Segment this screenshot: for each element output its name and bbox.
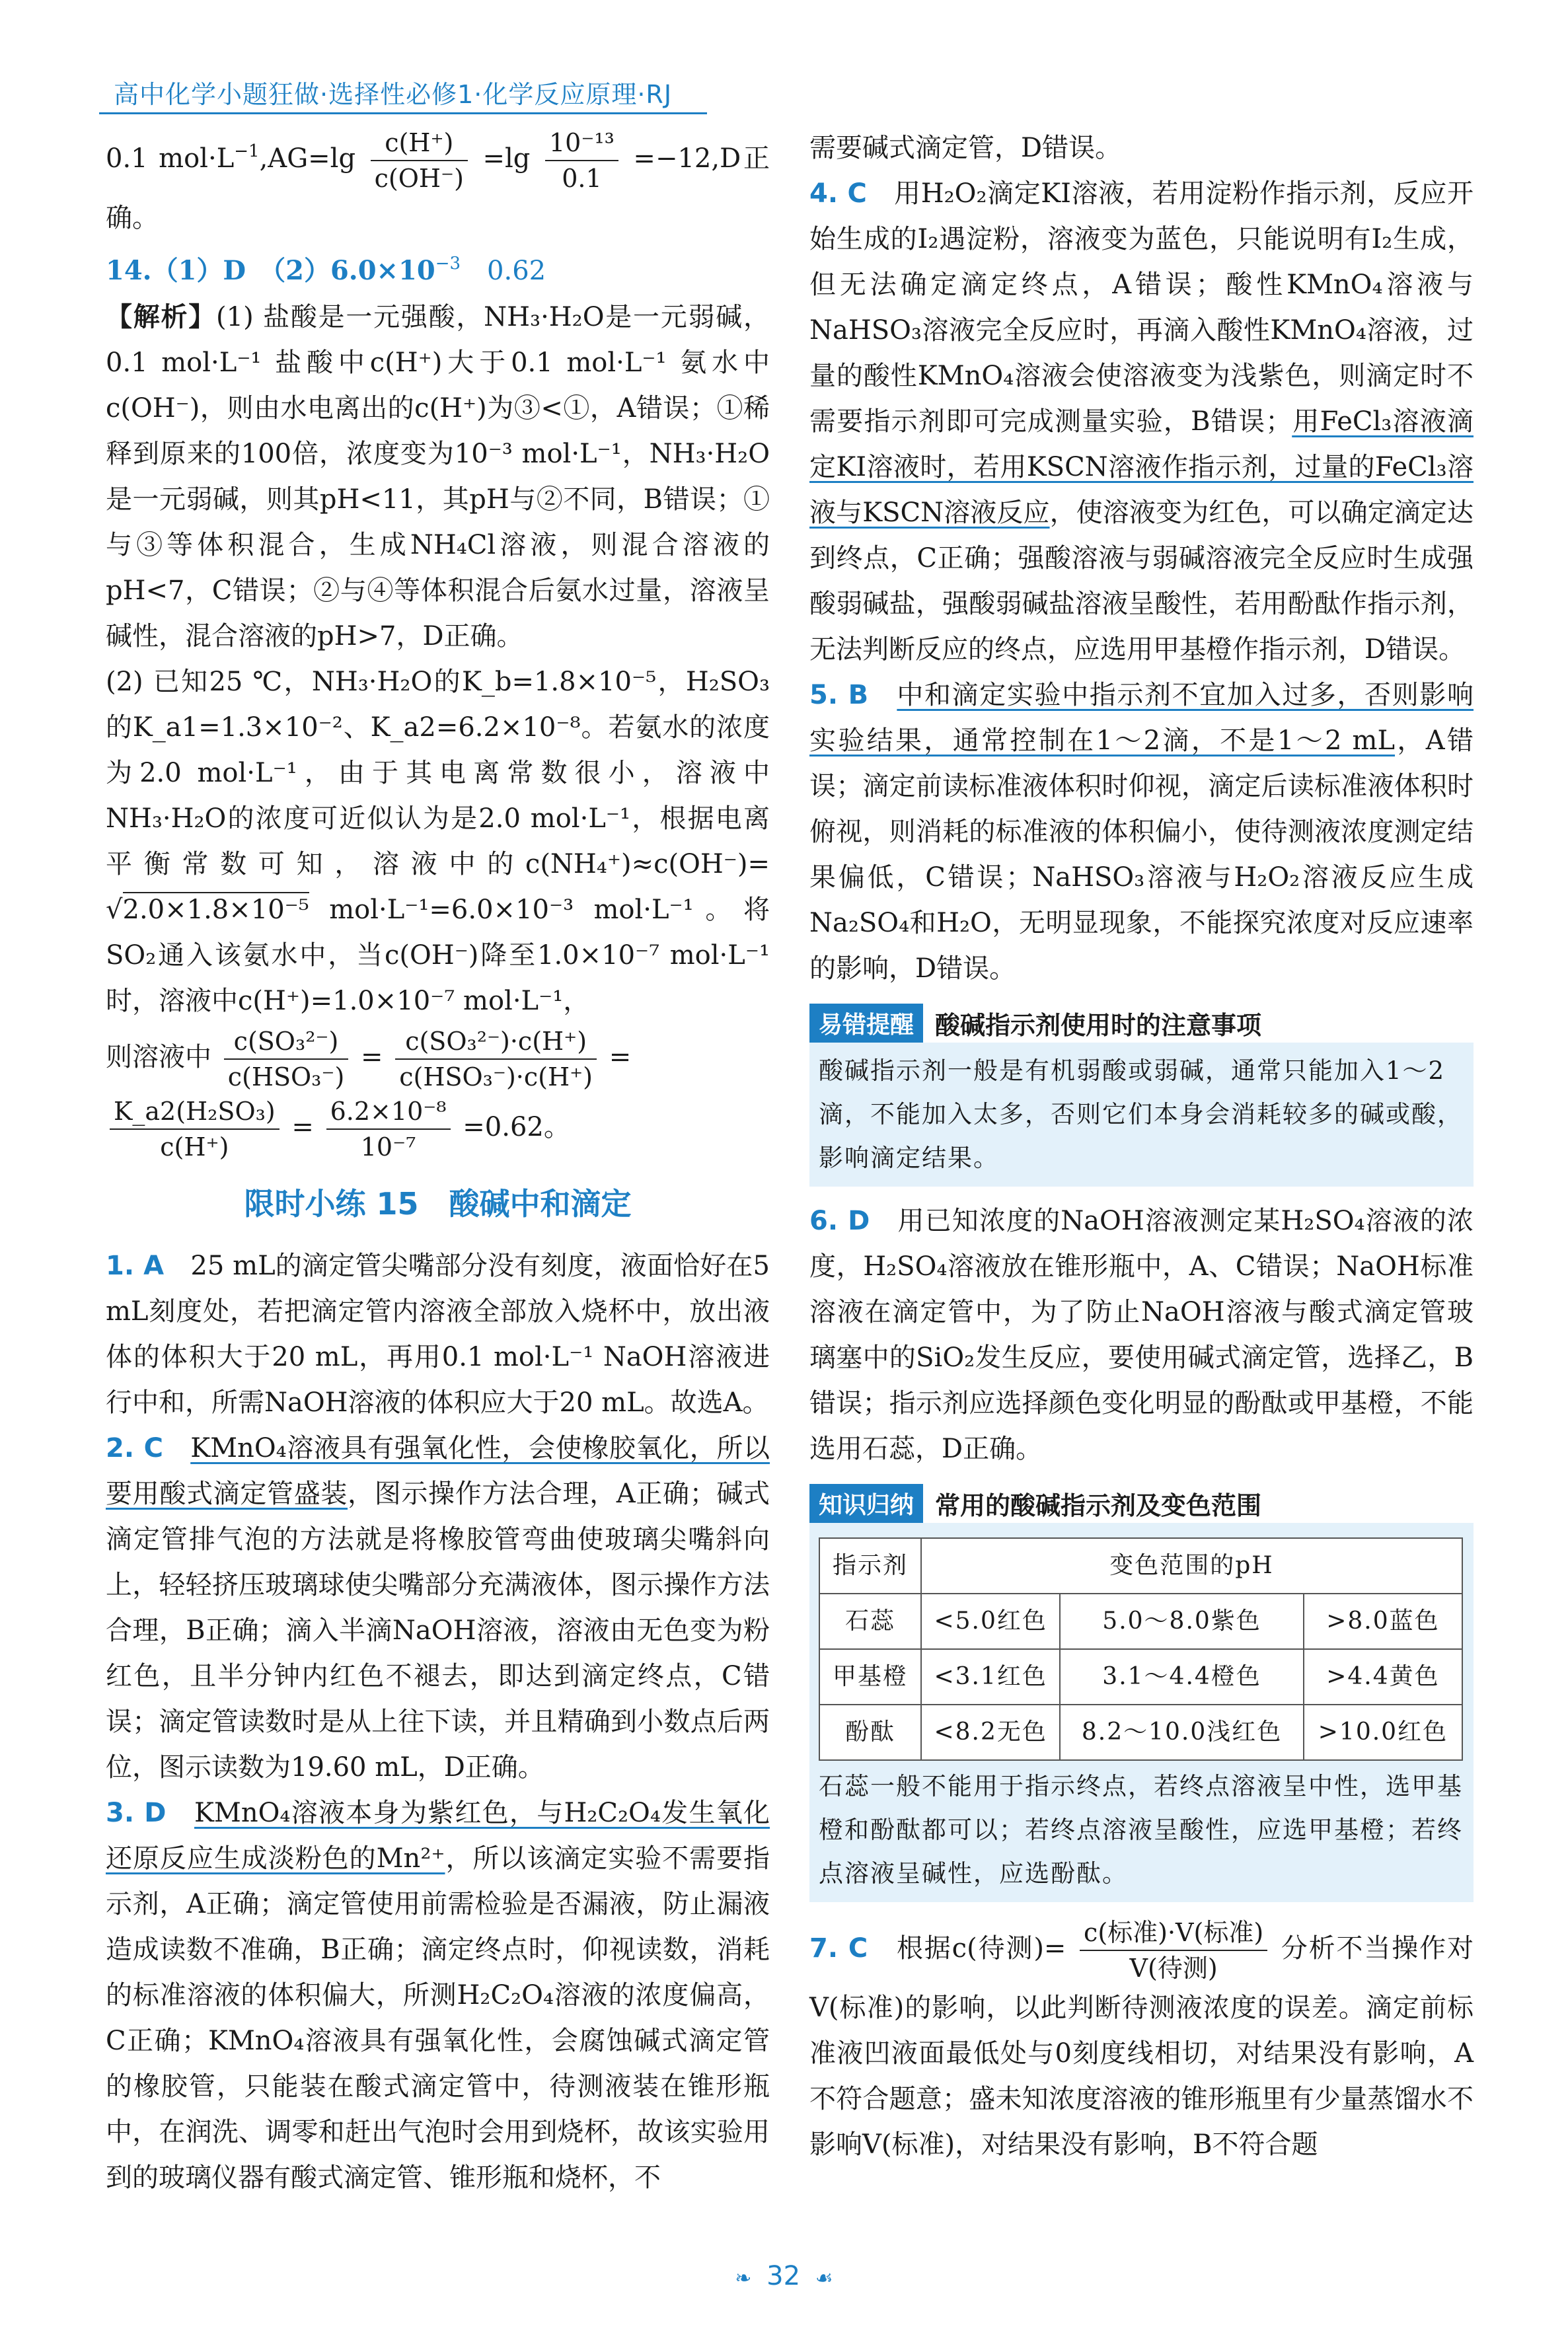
tip-title: 酸碱指示剂使用时的注意事项 bbox=[935, 1011, 1262, 1040]
knowledge-title: 常用的酸碱指示剂及变色范围 bbox=[935, 1491, 1262, 1520]
tip-body: 酸碱指示剂一般是有机弱酸或弱碱，通常只能加入1～2滴，不能加入太多，否则它们本身会消耗较多的碱或酸，影响滴定结果。 bbox=[809, 1043, 1474, 1187]
answer-5: 5. B 中和滴定实验中指示剂不宜加入过多，否则影响实验结果，通常控制在1～2滴，不是1～2 mL，A错误；滴定前读标准液体积时仰视，滴定后读标准液体积时俯视，则消耗的标准液的体积偏小，使待测液浓度测定结果偏低，C错误；NaHSO₃溶液与H₂O₂溶液反应生成Na₂SO₄和H₂O，无明显现象，不能探究浓度对反应速率的影响，D错误。 bbox=[809, 680, 1474, 984]
analysis-2: (2) 已知25 ℃，NH₃·H₂O的K_b=1.8×10⁻⁵，H₂SO₃的K_a1=1.3×10⁻²、K_a2=6.2×10⁻⁸。若氨水的浓度为2.0 mol·L⁻¹，由于其电离常数很小，溶液中NH₃·H₂O的浓度可近似认为是2.0 mol·L⁻¹，根据电离平衡常数可知，溶液中的c(NH₄⁺)≈c(OH⁻)= √2.0×1.8×10⁻⁵ mol·L⁻¹=6.0×10⁻³ mol·L⁻¹。将SO₂通入该氨水中，当c(OH⁻)降至1.0×10⁻⁷ mol·L⁻¹时，溶液中c(H⁺)=1.0×10⁻⁷ mol·L⁻¹， bbox=[106, 667, 770, 1016]
page-number: 32 bbox=[766, 2261, 801, 2291]
left-ornament-icon: ❧ bbox=[735, 2267, 752, 2290]
analysis-1: 【解析】(1) 盐酸是一元强酸，NH₃·H₂O是一元弱碱，0.1 mol·L⁻¹ 盐酸中c(H⁺)大于0.1 mol·L⁻¹ 氨水中c(OH⁻)，则由水电离出的c(H⁺)为③<①，A错误；①稀释到原来的100倍，浓度变为10⁻³ mol·L⁻¹，NH₃·H₂O是一元弱碱，则其pH<11，其pH与②不同，B错误；①与③等体积混合，生成NH₄Cl溶液，则混合溶液的pH<7，C错误；②与④等体积混合后氨水过量，溶液呈碱性，混合溶液的pH>7，D正确。 bbox=[106, 301, 770, 651]
formula-line: 0.1 $mol\cdot L^{-1},AG=\lg$ $\frac{c(H^+)}{c(OH^-)}$ =lg $\frac{\text{10⁻¹³}}{0.1}$ =−12,D正确。 bbox=[106, 126, 770, 241]
fraction: $\frac{\text{10⁻¹³}}{0.1}$ bbox=[545, 126, 618, 196]
ratio-line: 则溶液中 $\frac{\text{c(SO₃²⁻)}}{\text{c(HSO₃⁻)}}$ = $\frac{\text{c(SO₃²⁻)·c(H⁺)}}{\text{c(HSO₃⁻)·c(H⁺)}}$ = bbox=[106, 1024, 770, 1094]
answer-4: 4. C 用H₂O₂滴定KI溶液，若用淀粉作指示剂，反应开始生成的I₂遇淀粉，溶液变为蓝色，只能说明有I₂生成，但无法确定滴定终点，A错误；酸性KMnO₄溶液与NaHSO₃溶液完全反应时，再滴入酸性KMnO₄溶液，过量的酸性KMnO₄溶液会使溶液变为浅紫色，则滴定时不需要指示剂即可完成测量实验，B错误；用FeCl₃溶液滴定KI溶液时，若用KSCN溶液作指示剂，过量的FeCl₃溶液与KSCN溶液反应，使溶液变为红色，可以确定滴定达到终点，C正确；强酸溶液与弱碱溶液完全反应时生成强酸弱碱盐，强酸弱碱盐溶液呈酸性，若用酚酞作指示剂，无法判断反应的终点，应选用甲基橙作指示剂，D错误。 bbox=[809, 178, 1474, 665]
table-row: 甲基橙 <3.1红色 3.1～4.4橙色 >4.4黄色 bbox=[819, 1649, 1462, 1705]
knowledge-box bbox=[809, 1484, 1474, 1902]
q14-answer: 14.（1）D $(2)6.0\times 10^{-3}$ 0.62 bbox=[106, 254, 546, 286]
tip-tag: 易错提醒 bbox=[809, 1004, 923, 1043]
answer-7: 7. C 根据c(待测)= $\frac{\text{c(标准)·V(标准)}}{\text{V(待测)}}$ 分析不当操作对V(标准)的影响，以此判断待测液浓度的误差。滴定前标准液凹液面最低处与0刻度线相切，对结果没有影响，A不符合题意；盛未知浓度溶液的锥形瓶里有少量蒸馏水不影响V(标准)，对结果没有影响，B不符合题 bbox=[809, 1915, 1474, 2168]
answer-3: 3. D KMnO₄溶液本身为紫红色，与H₂C₂O₄发生氧化还原反应生成淡粉色的Mn²⁺，所以该滴定实验不需要指示剂，A正确；滴定管使用前需检验是否漏液，防止漏液造成读数不准确，B正确；滴定终点时，仰视读数，消耗的标准溶液的体积偏大，所测H₂C₂O₄溶液的浓度偏高，C正确；KMnO₄溶液具有强氧化性，会腐蚀碱式滴定管的橡胶管，只能装在酸式滴定管中，待测液装在锥形瓶中，在润洗、调零和赶出气泡时会用到烧杯，故该实验用到的玻璃仪器有酸式滴定管、锥形瓶和烧杯，不 bbox=[106, 1798, 770, 2193]
page-footer bbox=[0, 2261, 1568, 2291]
table-row: 石蕊 <5.0红色 5.0～8.0紫色 >8.0蓝色 bbox=[819, 1594, 1462, 1649]
table-header: 指示剂 bbox=[819, 1538, 921, 1594]
answer-6: 6. D 用已知浓度的NaOH溶液测定某H₂SO₄溶液的浓度，H₂SO₄溶液放在锥形瓶中，A、C错误；NaOH标准溶液在滴定管中，为了防止NaOH溶液与酸式滴定管玻璃塞中的SiO₂发生反应，要使用碱式滴定管，选择乙，B错误；指示剂应选择颜色变化明显的酚酞或甲基橙，不能选用石蕊，D正确。 bbox=[809, 1206, 1474, 1464]
table-row: 酚酞 <8.2无色 8.2～10.0浅红色 >10.0红色 bbox=[819, 1705, 1462, 1760]
answer-1: 1. A 25 mL的滴定管尖嘴部分没有刻度，液面恰好在5 mL刻度处，若把滴定管内溶液全部放入烧杯中，放出液体的体积大于20 mL，再用0.1 mol·L⁻¹ NaOH溶液进行中和，所需NaOH溶液的体积应大于20 mL。故选A。 bbox=[106, 1251, 770, 1418]
knowledge-tag: 知识归纳 bbox=[809, 1484, 923, 1523]
knowledge-body: 石蕊一般不能用于指示终点，若终点溶液呈中性，选甲基橙和酚酞都可以；若终点溶液呈酸性，应选甲基橙；若终点溶液呈碱性，应选酚酞。 bbox=[819, 1772, 1463, 1888]
header-rule bbox=[99, 112, 707, 114]
indicator-table bbox=[819, 1537, 1463, 1761]
right-column bbox=[809, 126, 1474, 2168]
left-column bbox=[106, 126, 770, 2201]
section-title: 限时小练 15 酸碱中和滴定 bbox=[244, 1186, 632, 1222]
tip-box bbox=[809, 1004, 1474, 1187]
continued-text: 需要碱式滴定管，D错误。 bbox=[809, 133, 1122, 163]
answer-2: 2. C KMnO₄溶液具有强氧化性，会使橡胶氧化，所以要用酸式滴定管盛装，图示操作方法合理，A正确；碱式滴定管排气泡的方法就是将橡胶管弯曲使玻璃尖嘴斜向上，轻轻挤压玻璃球使尖嘴部分充满液体，图示操作方法合理，B正确；滴入半滴NaOH溶液，溶液由无色变为粉红色，且半分钟内红色不褪去，即达到滴定终点，C错误；滴定管读数时是从上往下读，并且精确到小数点后两位，图示读数为19.60 mL，D正确。 bbox=[106, 1433, 770, 1783]
page-header: 高中化学小题狂做·选择性必修1·化学反应原理·RJ bbox=[114, 80, 673, 109]
ratio-line-2: $\frac{\text{K\_a2(H₂SO₃)}}{c(H^+)}$ = $\frac{\text{6.2×10⁻⁸}}{\text{10⁻⁷}}$ =0.62。 bbox=[106, 1094, 770, 1164]
table-header: 变色范围的pH bbox=[921, 1538, 1462, 1594]
right-ornament-icon: ☙ bbox=[815, 2267, 833, 2290]
fraction: $\frac{c(H^+)}{c(OH^-)}$ bbox=[371, 126, 468, 196]
